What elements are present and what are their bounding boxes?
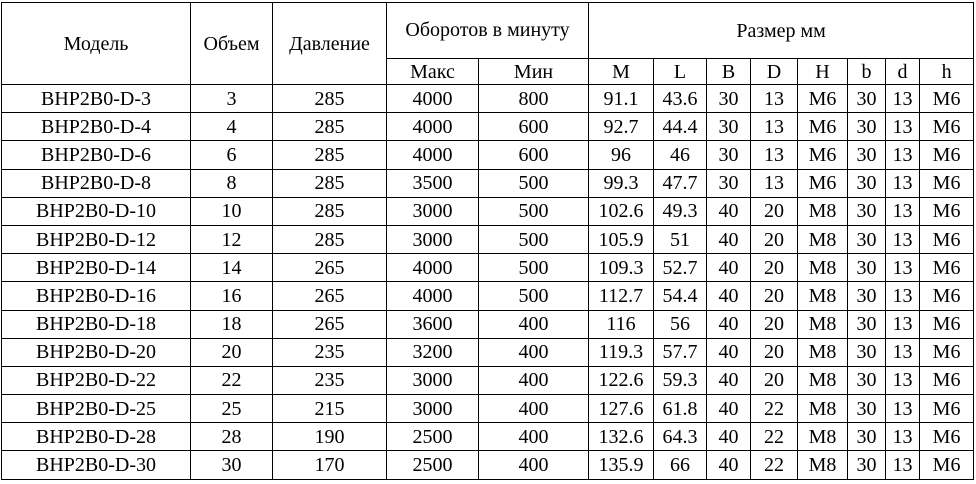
cell-h: M6 — [920, 395, 974, 423]
cell-h: M6 — [920, 451, 974, 479]
cell-rpm-min: 400 — [479, 451, 589, 479]
cell-D: 13 — [751, 141, 798, 169]
cell-rpm-min: 400 — [479, 366, 589, 394]
cell-model: BHP2B0-D-25 — [2, 395, 191, 423]
cell-B: 40 — [707, 254, 751, 282]
cell-b: 30 — [848, 282, 886, 310]
cell-M: 135.9 — [589, 451, 654, 479]
cell-volume: 25 — [191, 395, 273, 423]
header-size: Размер мм — [589, 3, 974, 59]
header-dim-h: h — [920, 59, 974, 85]
cell-d: 13 — [886, 85, 920, 113]
cell-h: M6 — [920, 310, 974, 338]
header-dim-H: H — [798, 59, 848, 85]
spec-table — [1, 2, 974, 480]
cell-D: 20 — [751, 197, 798, 225]
cell-pressure: 285 — [273, 197, 387, 225]
cell-pressure: 285 — [273, 141, 387, 169]
header-dim-D: D — [751, 59, 798, 85]
cell-h: M6 — [920, 113, 974, 141]
cell-L: 49.3 — [654, 197, 707, 225]
cell-rpm-min: 500 — [479, 254, 589, 282]
cell-b: 30 — [848, 366, 886, 394]
cell-volume: 18 — [191, 310, 273, 338]
cell-rpm-max: 4000 — [387, 85, 479, 113]
header-dim-b: b — [848, 59, 886, 85]
cell-M: 105.9 — [589, 225, 654, 253]
cell-h: M6 — [920, 225, 974, 253]
cell-h: M6 — [920, 169, 974, 197]
cell-h: M6 — [920, 141, 974, 169]
cell-volume: 16 — [191, 282, 273, 310]
header-dim-d: d — [886, 59, 920, 85]
cell-rpm-max: 3600 — [387, 310, 479, 338]
cell-L: 47.7 — [654, 169, 707, 197]
table-row — [2, 169, 974, 197]
header-row-top — [2, 3, 974, 59]
cell-b: 30 — [848, 169, 886, 197]
cell-M: 92.7 — [589, 113, 654, 141]
cell-L: 46 — [654, 141, 707, 169]
cell-h: M6 — [920, 423, 974, 451]
cell-L: 66 — [654, 451, 707, 479]
cell-model: BHP2B0-D-14 — [2, 254, 191, 282]
cell-model: BHP2B0-D-10 — [2, 197, 191, 225]
cell-rpm-max: 3000 — [387, 395, 479, 423]
cell-volume: 22 — [191, 366, 273, 394]
cell-b: 30 — [848, 85, 886, 113]
header-dim-M: M — [589, 59, 654, 85]
cell-B: 40 — [707, 197, 751, 225]
cell-volume: 30 — [191, 451, 273, 479]
cell-rpm-max: 3000 — [387, 366, 479, 394]
cell-M: 116 — [589, 310, 654, 338]
cell-pressure: 235 — [273, 366, 387, 394]
cell-b: 30 — [848, 254, 886, 282]
cell-L: 56 — [654, 310, 707, 338]
cell-rpm-max: 2500 — [387, 451, 479, 479]
cell-h: M6 — [920, 338, 974, 366]
cell-rpm-max: 2500 — [387, 423, 479, 451]
cell-L: 64.3 — [654, 423, 707, 451]
cell-b: 30 — [848, 423, 886, 451]
cell-M: 127.6 — [589, 395, 654, 423]
cell-model: BHP2B0-D-12 — [2, 225, 191, 253]
cell-volume: 14 — [191, 254, 273, 282]
table-row — [2, 338, 974, 366]
cell-D: 20 — [751, 282, 798, 310]
cell-rpm-min: 500 — [479, 197, 589, 225]
cell-volume: 20 — [191, 338, 273, 366]
cell-model: BHP2B0-D-30 — [2, 451, 191, 479]
cell-rpm-min: 800 — [479, 85, 589, 113]
table-row — [2, 282, 974, 310]
cell-D: 20 — [751, 338, 798, 366]
cell-d: 13 — [886, 254, 920, 282]
table-row — [2, 366, 974, 394]
cell-H: M8 — [798, 395, 848, 423]
cell-d: 13 — [886, 282, 920, 310]
cell-M: 109.3 — [589, 254, 654, 282]
cell-b: 30 — [848, 395, 886, 423]
cell-B: 40 — [707, 225, 751, 253]
cell-D: 22 — [751, 451, 798, 479]
cell-h: M6 — [920, 197, 974, 225]
header-rpm-max: Макс — [387, 59, 479, 85]
cell-B: 40 — [707, 451, 751, 479]
cell-B: 30 — [707, 113, 751, 141]
table-row — [2, 254, 974, 282]
cell-L: 61.8 — [654, 395, 707, 423]
table-row — [2, 451, 974, 479]
cell-rpm-max: 3500 — [387, 169, 479, 197]
cell-B: 40 — [707, 366, 751, 394]
cell-rpm-min: 500 — [479, 225, 589, 253]
cell-L: 59.3 — [654, 366, 707, 394]
cell-H: M8 — [798, 366, 848, 394]
header-pressure: Давление — [273, 3, 387, 85]
cell-M: 102.6 — [589, 197, 654, 225]
cell-d: 13 — [886, 113, 920, 141]
cell-L: 57.7 — [654, 338, 707, 366]
cell-rpm-max: 4000 — [387, 141, 479, 169]
cell-L: 44.4 — [654, 113, 707, 141]
cell-D: 20 — [751, 225, 798, 253]
cell-pressure: 285 — [273, 113, 387, 141]
cell-d: 13 — [886, 366, 920, 394]
cell-H: M6 — [798, 85, 848, 113]
cell-model: BHP2B0-D-22 — [2, 366, 191, 394]
cell-H: M8 — [798, 282, 848, 310]
cell-rpm-min: 500 — [479, 282, 589, 310]
cell-pressure: 265 — [273, 310, 387, 338]
cell-H: M6 — [798, 169, 848, 197]
header-model: Модель — [2, 3, 191, 85]
cell-D: 13 — [751, 85, 798, 113]
cell-D: 20 — [751, 254, 798, 282]
cell-D: 22 — [751, 395, 798, 423]
cell-volume: 12 — [191, 225, 273, 253]
cell-H: M8 — [798, 338, 848, 366]
cell-pressure: 190 — [273, 423, 387, 451]
cell-d: 13 — [886, 395, 920, 423]
cell-d: 13 — [886, 310, 920, 338]
cell-B: 40 — [707, 282, 751, 310]
cell-pressure: 285 — [273, 85, 387, 113]
cell-L: 54.4 — [654, 282, 707, 310]
header-volume: Объем — [191, 3, 273, 85]
cell-model: BHP2B0-D-8 — [2, 169, 191, 197]
cell-B: 30 — [707, 85, 751, 113]
table-row — [2, 113, 974, 141]
cell-M: 91.1 — [589, 85, 654, 113]
cell-h: M6 — [920, 85, 974, 113]
cell-pressure: 285 — [273, 169, 387, 197]
cell-H: M8 — [798, 423, 848, 451]
cell-D: 20 — [751, 310, 798, 338]
cell-pressure: 235 — [273, 338, 387, 366]
cell-pressure: 285 — [273, 225, 387, 253]
cell-L: 52.7 — [654, 254, 707, 282]
table-row — [2, 225, 974, 253]
cell-b: 30 — [848, 197, 886, 225]
cell-H: M8 — [798, 254, 848, 282]
cell-D: 20 — [751, 366, 798, 394]
table-row — [2, 85, 974, 113]
cell-D: 13 — [751, 113, 798, 141]
header-rpm-min: Мин — [479, 59, 589, 85]
cell-volume: 6 — [191, 141, 273, 169]
cell-rpm-max: 4000 — [387, 254, 479, 282]
cell-rpm-max: 3200 — [387, 338, 479, 366]
cell-B: 40 — [707, 338, 751, 366]
cell-volume: 8 — [191, 169, 273, 197]
cell-b: 30 — [848, 451, 886, 479]
cell-model: BHP2B0-D-28 — [2, 423, 191, 451]
cell-b: 30 — [848, 338, 886, 366]
cell-B: 30 — [707, 141, 751, 169]
cell-d: 13 — [886, 197, 920, 225]
table-row — [2, 310, 974, 338]
cell-rpm-max: 3000 — [387, 197, 479, 225]
cell-model: BHP2B0-D-4 — [2, 113, 191, 141]
cell-volume: 10 — [191, 197, 273, 225]
cell-rpm-max: 4000 — [387, 113, 479, 141]
cell-model: BHP2B0-D-20 — [2, 338, 191, 366]
cell-D: 22 — [751, 423, 798, 451]
cell-volume: 3 — [191, 85, 273, 113]
cell-model: BHP2B0-D-16 — [2, 282, 191, 310]
cell-d: 13 — [886, 141, 920, 169]
cell-H: M6 — [798, 141, 848, 169]
cell-H: M8 — [798, 310, 848, 338]
header-rpm: Оборотов в минуту — [387, 3, 589, 59]
cell-model: BHP2B0-D-18 — [2, 310, 191, 338]
cell-L: 43.6 — [654, 85, 707, 113]
cell-B: 30 — [707, 169, 751, 197]
cell-d: 13 — [886, 225, 920, 253]
cell-h: M6 — [920, 254, 974, 282]
cell-B: 40 — [707, 395, 751, 423]
cell-B: 40 — [707, 423, 751, 451]
cell-volume: 28 — [191, 423, 273, 451]
cell-rpm-min: 400 — [479, 310, 589, 338]
cell-d: 13 — [886, 169, 920, 197]
cell-M: 99.3 — [589, 169, 654, 197]
cell-H: M8 — [798, 451, 848, 479]
cell-D: 13 — [751, 169, 798, 197]
cell-B: 40 — [707, 310, 751, 338]
cell-pressure: 265 — [273, 254, 387, 282]
cell-b: 30 — [848, 225, 886, 253]
cell-d: 13 — [886, 423, 920, 451]
cell-H: M6 — [798, 113, 848, 141]
cell-model: BHP2B0-D-6 — [2, 141, 191, 169]
cell-h: M6 — [920, 366, 974, 394]
table-row — [2, 197, 974, 225]
cell-d: 13 — [886, 451, 920, 479]
cell-b: 30 — [848, 310, 886, 338]
table-row — [2, 423, 974, 451]
header-dim-L: L — [654, 59, 707, 85]
cell-M: 132.6 — [589, 423, 654, 451]
cell-H: M8 — [798, 197, 848, 225]
cell-model: BHP2B0-D-3 — [2, 85, 191, 113]
cell-h: M6 — [920, 282, 974, 310]
cell-b: 30 — [848, 113, 886, 141]
cell-rpm-min: 400 — [479, 338, 589, 366]
table-row — [2, 395, 974, 423]
cell-b: 30 — [848, 141, 886, 169]
cell-H: M8 — [798, 225, 848, 253]
header-dim-B: B — [707, 59, 751, 85]
cell-rpm-max: 3000 — [387, 225, 479, 253]
cell-L: 51 — [654, 225, 707, 253]
table-body — [2, 85, 974, 480]
cell-rpm-max: 4000 — [387, 282, 479, 310]
cell-rpm-min: 500 — [479, 169, 589, 197]
cell-pressure: 170 — [273, 451, 387, 479]
cell-pressure: 265 — [273, 282, 387, 310]
cell-rpm-min: 400 — [479, 395, 589, 423]
cell-M: 119.3 — [589, 338, 654, 366]
cell-rpm-min: 400 — [479, 423, 589, 451]
cell-rpm-min: 600 — [479, 141, 589, 169]
cell-M: 96 — [589, 141, 654, 169]
cell-M: 112.7 — [589, 282, 654, 310]
table-row — [2, 141, 974, 169]
cell-d: 13 — [886, 338, 920, 366]
cell-volume: 4 — [191, 113, 273, 141]
cell-M: 122.6 — [589, 366, 654, 394]
cell-pressure: 215 — [273, 395, 387, 423]
cell-rpm-min: 600 — [479, 113, 589, 141]
